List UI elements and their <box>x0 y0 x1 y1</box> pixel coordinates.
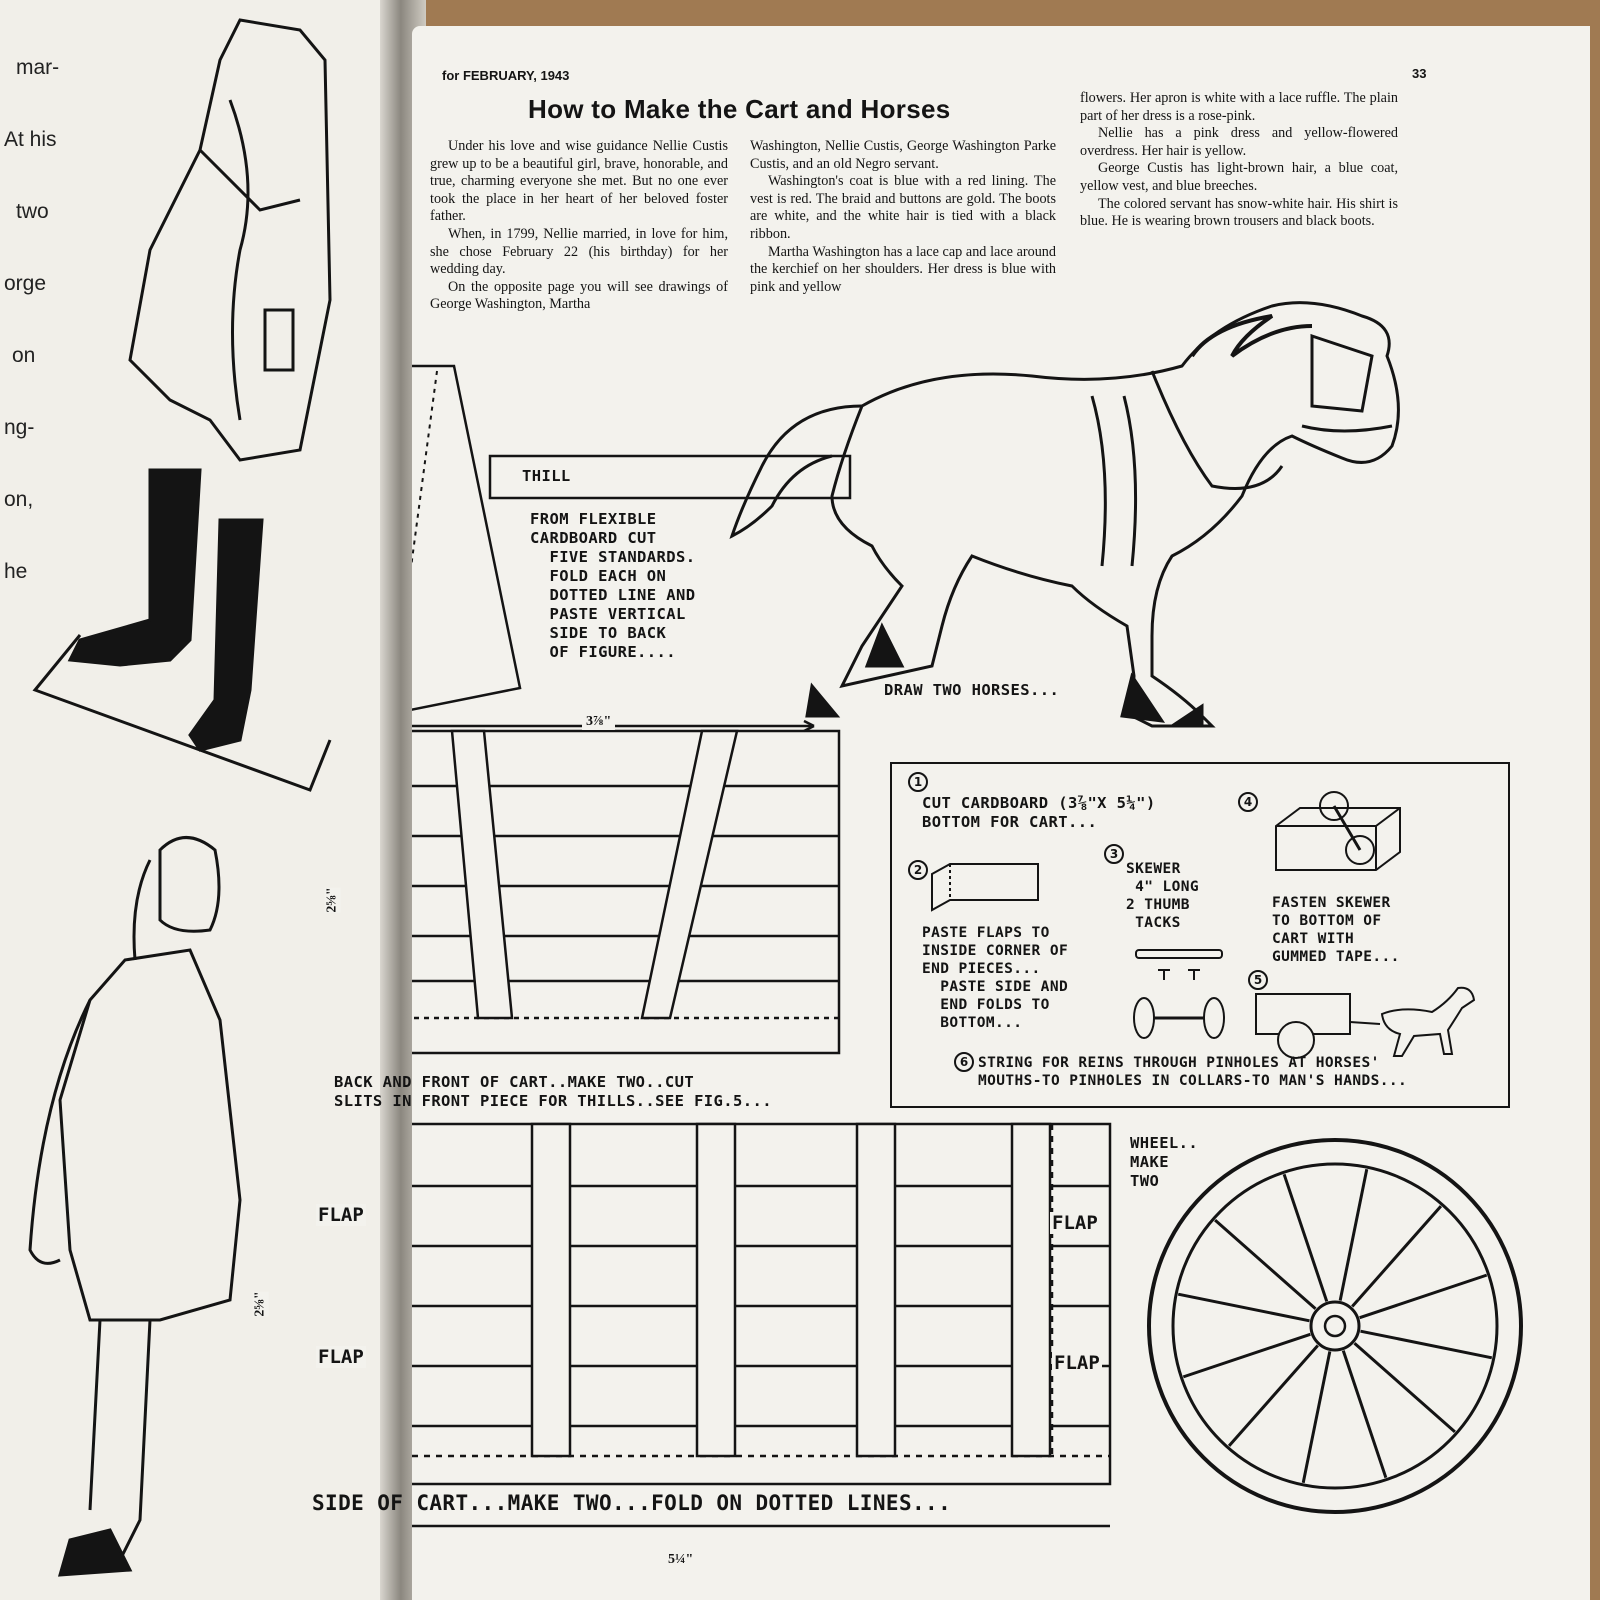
margin-line: on, <box>4 488 34 511</box>
cart-box-axle-sketch <box>1272 786 1402 882</box>
paragraph: When, in 1799, Nellie married, in love for him, she chose February 22 (his birthday) for her wedding day. <box>430 225 728 278</box>
paragraph: On the opposite page you will see drawings of George Washington, Martha <box>430 278 728 313</box>
paragraph: The colored servant has snow-white hair. His shirt is blue. He is wearing brown trousers and black boots. <box>1080 195 1398 230</box>
step-3-text: SKEWER 4" LONG 2 THUMB TACKS <box>1126 861 1200 931</box>
margin-line: orge <box>4 272 47 295</box>
page-number: 33 <box>1412 66 1427 81</box>
horse-caption: DRAW TWO HORSES... <box>884 681 1060 699</box>
front-cart-caption: BACK AND FRONT OF CART..MAKE TWO..CUT SLITS IN FRONT PIECE FOR THILLS..SEE FIG.5... <box>334 1073 772 1110</box>
side-cart-caption: SIDE OF CART...MAKE TWO...FOLD ON DOTTED LINES... <box>312 1491 952 1515</box>
paragraph: George Custis has light-brown hair, a blue coat, yellow vest, and blue breeches. <box>1080 160 1398 194</box>
paragraph: Washington's coat is blue with a red lining. The vest is red. The braid and buttons are gold. The boots are white, and the white hair is tied with a black ribbon. <box>750 173 1056 242</box>
article-title: How to Make the Cart and Horses <box>528 94 951 124</box>
flap-label-top-right: FLAP <box>1052 1212 1098 1234</box>
side-width-dimension-label: 5¼" <box>668 1552 694 1567</box>
step-2-text: PASTE FLAPS TO INSIDE CORNER OF END PIECES... PASTE SIDE AND END FOLDS TO BOTTOM... <box>922 925 1069 1031</box>
margin-line: At his <box>4 128 57 151</box>
step-3-number: 3 <box>1104 844 1124 864</box>
step-6-number: 6 <box>954 1052 974 1072</box>
wheel-spoke <box>1340 1169 1367 1300</box>
wheel-spoke <box>1183 1334 1310 1377</box>
margin-line: mar- <box>16 56 60 79</box>
horse-illustration <box>732 303 1398 726</box>
margin-line: two <box>16 200 49 223</box>
standard-pattern <box>412 366 520 716</box>
fold-dotted-line <box>412 371 437 711</box>
step-1-text: CUT CARDBOARD (3⅞"X 5¼") BOTTOM FOR CART... <box>922 794 1156 831</box>
step-1-number: 1 <box>908 772 928 792</box>
side-height-dimension-label: 2⅝" <box>252 1291 268 1317</box>
width-dimension-label: 3⅞" <box>582 714 615 730</box>
standards-instructions: FROM FLEXIBLE CARDBOARD CUT FIVE STANDARDS. FOLD EACH ON DOTTED LINE AND PASTE VERTICAL SIDE TO BACK OF FIGURE.... <box>530 510 696 661</box>
wheel-spoke <box>1343 1351 1386 1478</box>
wheel-spoke <box>1352 1206 1441 1306</box>
thill-label: THILL <box>522 467 571 485</box>
wheel-spoke <box>1360 1331 1491 1358</box>
wheel-spoke <box>1303 1351 1330 1482</box>
paragraph: flowers. Her apron is white with a lace ruffle. The plain part of her dress is a rose-pink. <box>1080 90 1398 124</box>
cart-and-horse-sketch <box>1252 984 1492 1064</box>
step-4-text: FASTEN SKEWER TO BOTTOM OF CART WITH GUMMED TAPE... <box>1272 895 1400 965</box>
step-6-text: STRING FOR REINS THROUGH PINHOLES AT HORSES' MOUTHS-TO PINHOLES IN COLLARS-TO MAN'S HANDS... <box>978 1055 1408 1089</box>
paragraph: Washington, Nellie Custis, George Washington Parke Custis, and an old Negro servant. <box>750 138 1056 172</box>
step-5-number: 5 <box>1248 970 1268 990</box>
wheel-pattern <box>1149 1140 1521 1512</box>
cart-front-pattern <box>412 731 839 1053</box>
flap-label-top-left: FLAP <box>318 1204 364 1226</box>
assembly-instructions-box <box>890 762 1510 1108</box>
flap-label-bottom-right: FLAP <box>1054 1352 1100 1374</box>
paragraph: Martha Washington has a lace cap and lace around the kerchief on her shoulders. Her dress is blue with pink and yellow <box>750 243 1056 295</box>
step-2-number: 2 <box>908 860 928 880</box>
paragraph: Under his love and wise guidance Nellie Custis grew up to be a beautiful girl, brave, honorable, and true, charming everyone she met. But no one ever took the place in her heart of her beloved foster father. <box>430 138 728 225</box>
wheel-spoke <box>1360 1275 1487 1318</box>
wheel-spoke <box>1229 1345 1318 1445</box>
flap-label-bottom-left: FLAP <box>318 1346 364 1368</box>
running-head: for FEBRUARY, 1943 <box>442 68 570 83</box>
flap-fold-sketch <box>930 862 1040 914</box>
paragraph: Nellie has a pink dress and yellow-flowered overdress. Her hair is yellow. <box>1080 125 1398 159</box>
wheel-spoke <box>1215 1220 1315 1309</box>
step-4-number: 4 <box>1238 792 1258 812</box>
wheel-spoke <box>1354 1343 1454 1432</box>
margin-line: on <box>12 344 36 367</box>
front-height-dimension-label: 2⅝" <box>324 887 340 913</box>
margin-line: ng- <box>4 416 35 439</box>
wheel-caption: WHEEL.. MAKE TWO <box>1130 1134 1199 1190</box>
right-page <box>252 26 1590 1600</box>
margin-line: he <box>4 560 28 583</box>
wheel-spokes <box>1178 1169 1492 1483</box>
wheel-spoke <box>1284 1174 1327 1301</box>
skewer-axle-sketch <box>1130 944 1230 1044</box>
wheel-spoke <box>1178 1294 1309 1321</box>
cart-side-pattern <box>412 1124 1110 1526</box>
